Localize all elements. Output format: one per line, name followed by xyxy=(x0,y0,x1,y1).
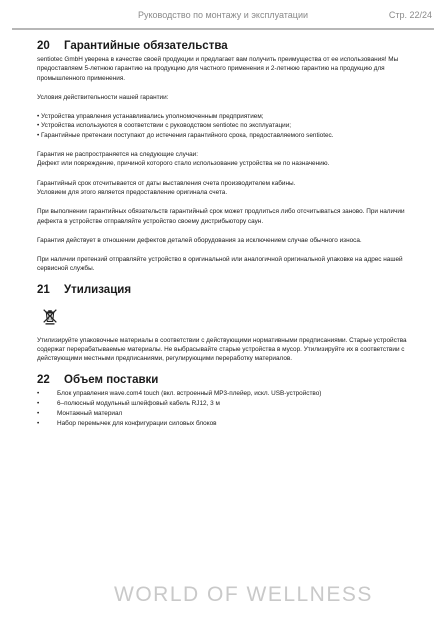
bullet: • xyxy=(37,410,40,418)
bullet: • xyxy=(37,389,40,397)
delivery-list xyxy=(37,389,407,430)
page-content xyxy=(37,40,407,429)
list-item xyxy=(37,399,407,409)
list-item xyxy=(37,419,407,429)
period-text: Гарантийный срок отсчитывается от даты выставления счета производителем кабины. xyxy=(37,179,296,187)
section-title: Утилизация xyxy=(64,283,132,296)
condition-item: • Устройства используются в соответствии с руководством sentiotec по эксплуатации; xyxy=(37,122,292,130)
disposal-text: Утилизируйте упаковочные материалы в соответствии с действующими нормативными предписаниями. Старые устройства содержат перерабатываемые материалы. Не выбрасывайте старые устройства в мусор. Утилизируйте их в соответствии с действующими местными предписаниями, регулирующими переработку материалов. xyxy=(37,336,407,363)
list-item-text: Блок управления wave.com4 touch (вкл. встроенный MP3-плейер, искл. USB-устройство) xyxy=(57,389,322,397)
condition-item: • Гарантийные претензии поступают до истечения гарантийного срока, предоставляемого sentiotec. xyxy=(37,131,334,139)
list-item-text: Монтажный материал xyxy=(57,410,123,418)
section-heading-delivery xyxy=(37,374,407,386)
section-number: 21 xyxy=(37,283,50,296)
bullet: • xyxy=(37,420,40,428)
section-heading-disposal xyxy=(37,284,407,296)
claims-text: При наличии претензий отправляйте устройство в оригинальной или аналогичной оригинальной упаковке на адрес нашей сервисной службы. xyxy=(37,256,403,273)
section-heading-warranty xyxy=(37,40,407,52)
footer-brand: WORLD OF WELLNESS xyxy=(114,583,373,606)
fulfilment-text: При выполнении гарантийных обязательств гарантийный срок может продлиться либо отсчитываться заново. При наличии дефекта в устройстве отправляйте устройство своему дистрибьютору саун. xyxy=(37,208,405,225)
exclusion-text: Дефект или повреждение, причиной которого стало использование устройства не по назначению. xyxy=(37,160,330,168)
scope-text: Гарантия действует в отношении дефектов деталей оборудования за исключением случае обычного износа. xyxy=(37,236,362,244)
condition-item: • Устройства управления устанавливались уполномоченным предприятием; xyxy=(37,113,264,121)
list-item xyxy=(37,389,407,399)
period-condition: Условием для этого является предоставление оригинала счета. xyxy=(37,188,228,196)
section-number: 20 xyxy=(37,40,50,52)
list-item-text: 6–полюсный модульный шлейфовый кабель RJ12, 3 м xyxy=(57,399,220,407)
list-item-text: Набор перемычек для конфигурации силовых блоков xyxy=(57,420,217,428)
section-title: Гарантийные обязательства xyxy=(64,40,228,52)
page-header xyxy=(0,0,446,32)
list-item xyxy=(37,409,407,419)
manual-title: Руководство по монтажу и эксплуатации xyxy=(138,10,309,20)
page-number: Стр. 22/24 xyxy=(388,10,432,20)
conditions-title: Условия действительности нашей гарантии: xyxy=(37,93,169,101)
header-divider xyxy=(12,28,434,30)
crossed-bin-icon xyxy=(41,307,59,325)
section-number: 22 xyxy=(37,373,50,386)
exclusion-heading: Гарантия не распространяется на следующие случаи: xyxy=(37,151,199,159)
section-title: Объем поставки xyxy=(64,373,159,386)
bullet: • xyxy=(37,399,40,407)
warranty-intro: sentiotec GmbH уверена в качестве своей продукции и предлагает вам получить преимущества от ее использования! Мы предоставляем 5-летнюю гарантию на продукцию для частного применения и 2-летнюю гарантию на продукцию для промышленного применения. xyxy=(37,56,399,82)
